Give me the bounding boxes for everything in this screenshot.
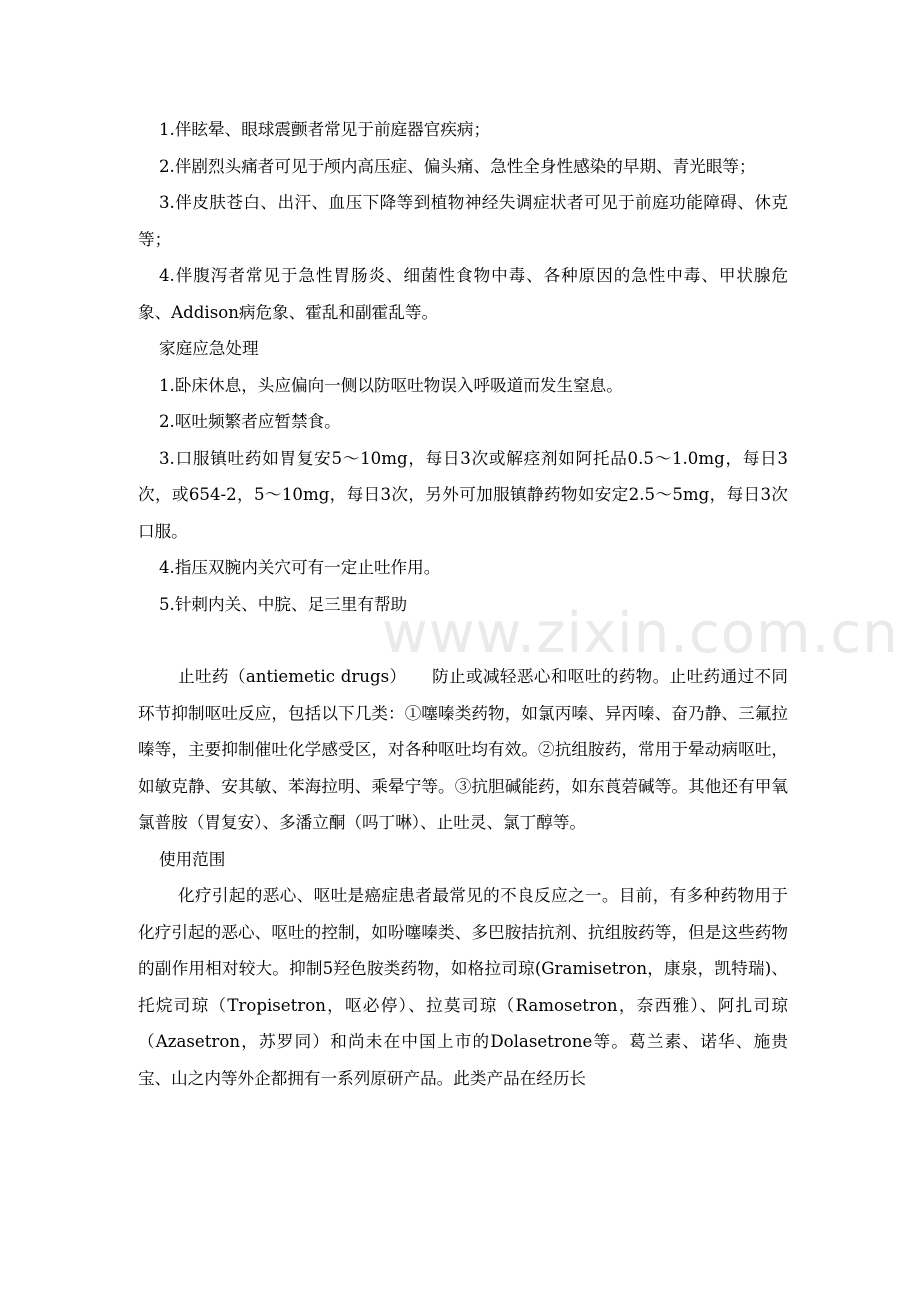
- paragraph-gap: [138, 623, 788, 659]
- home-care-step-1: 1.卧床休息，头应偏向一侧以防呕吐物误入呼吸道而发生窒息。: [159, 375, 623, 395]
- symptom-diarrhea: 4.伴腹泻者常见于急性胃肠炎、细菌性食物中毒、各种原因的急性中毒、甲状腺危象、Addison病危象、霍乱和副霍乱等。: [138, 266, 788, 322]
- home-care-step-2: 2.呕吐频繁者应暂禁食。: [159, 412, 341, 431]
- document-body: [138, 112, 788, 1097]
- home-care-step-5: 5.针刺内关、中脘、足三里有帮助: [159, 594, 408, 614]
- antiemetic-definition: 止吐药（antiemetic drugs） 防止或减轻恶心和呕吐的药物。止吐药通过不同环节抑制呕吐反应，包括以下几类：①噻嗪类药物，如氯丙嗪、异丙嗪、奋乃静、三氟拉嗪等，主要抑制催吐化学感受区，对各种呕吐均有效。②抗组胺药，常用于晕动病呕吐，如敏克静、安其敏、苯海拉明、乘晕宁等。③抗胆碱能药，如东莨菪碱等。其他还有甲氧氯普胺（胃复安）、多潘立酮（吗丁啉）、止吐灵、氯丁醇等。: [138, 667, 788, 832]
- home-care-step-3: 3.口服镇吐药如胃复安5～10mg，每日3次或解痉剂如阿托品0.5～1.0mg，每日3次，或654-2，5～10mg，每日3次，另外可加服镇静药物如安定2.5～5mg，每日3次口服。: [138, 448, 788, 541]
- section-heading-usage: 使用范围: [159, 849, 226, 869]
- symptom-pallor: 3.伴皮肤苍白、出汗、血压下降等到植物神经失调症状者可见于前庭功能障碍、休克等；: [138, 193, 788, 249]
- symptom-headache: 2.伴剧烈头痛者可见于颅内高压症、偏头痛、急性全身性感染的早期、青光眼等；: [159, 156, 756, 176]
- watermark-text: www.zixin.com.cn: [382, 601, 899, 666]
- symptom-dizziness: 1.伴眩晕、眼球震颤者常见于前庭器官疾病；: [159, 120, 491, 139]
- section-heading-home-care: 家庭应急处理: [159, 339, 259, 358]
- home-care-step-4: 4.指压双腕内关穴可有一定止吐作用。: [159, 558, 441, 577]
- usage-description: 化疗引起的恶心、呕吐是癌症患者最常见的不良反应之一。目前，有多种药物用于化疗引起的恶心、呕吐的控制，如吩噻嗪类、多巴胺拮抗剂、抗组胺药等，但是这些药物的副作用相对较大。抑制5羟色胺类药物，如格拉司琼(Gramisetron，康泉，凯特瑞)、托烷司琼（Tropisetron，呕必停）、拉莫司琼（Ramosetron，奈西雅）、阿扎司琼（Azasetron，苏罗同）和尚未在中国上市的Dolasetrone等。葛兰素、诺华、施贵宝、山之内等外企都拥有一系列原研产品。此类产品在经历长: [138, 886, 788, 1088]
